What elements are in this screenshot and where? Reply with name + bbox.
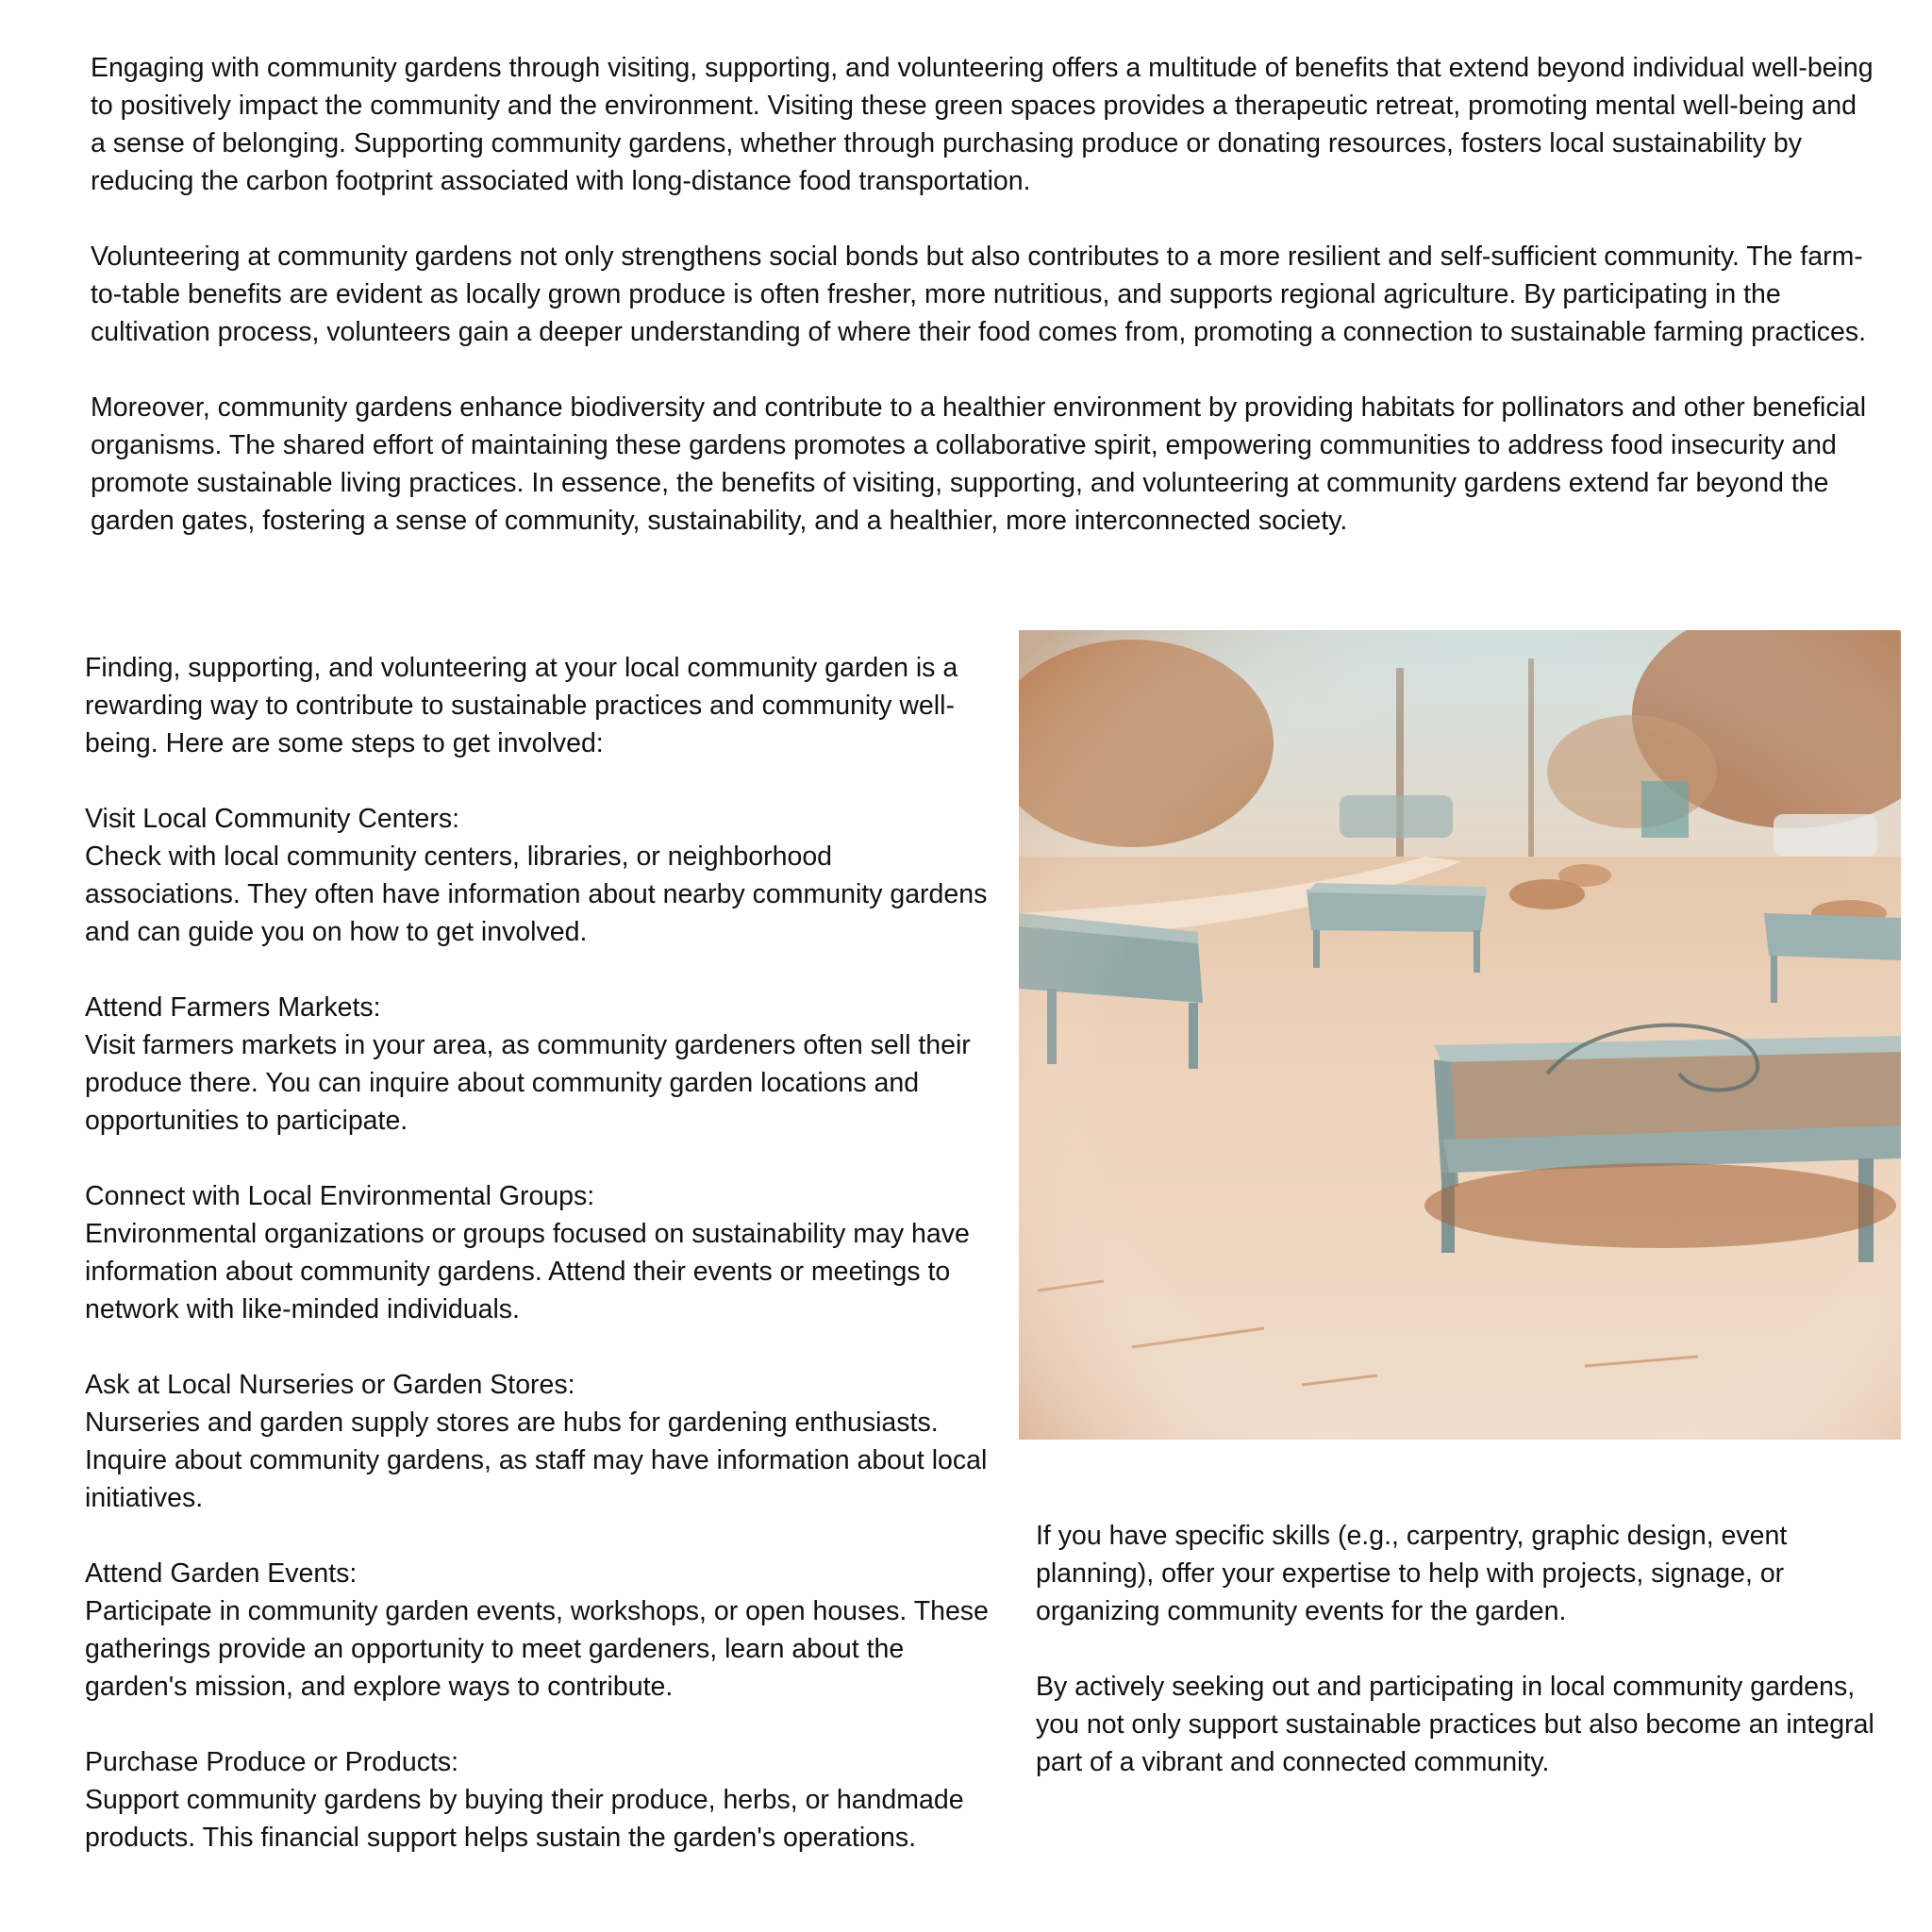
guide-lead: Finding, supporting, and volunteering at your local community garden is a rewarding way to contribute to sustainable practices and community well-being. Here are some steps to get involved: (85, 653, 958, 758)
how-to-get-involved-section (85, 649, 991, 1857)
step-visit-community-centers (85, 800, 991, 951)
closing-paragraph: By actively seeking out and participating in local community gardens, you not only support sustainable practices but also become an integral part of a vibrant and connected community. (1036, 1672, 1874, 1777)
intro-paragraph: Engaging with community gardens through visiting, supporting, and volunteering offers a multitude of benefits that extend beyond individual well-being to positively impact the community and the environment. Visiting these green spaces provides a therapeutic retreat, promoting mental well-being and a sense of belonging. Supporting community gardens, whether through purchasing produce or donating resources, fosters local sustainability by reducing the carbon footprint associated with long-distance food transportation. (91, 53, 1874, 196)
step-connect-environmental-groups (85, 1177, 991, 1328)
step-body: Visit farmers markets in your area, as community gardeners often sell their produce there. You can inquire about community garden locations and opportunities to participate. (85, 1030, 971, 1136)
step-body: Nurseries and garden supply stores are hubs for gardening enthusiasts. Inquire about community gardens, as staff may have information about local initiatives. (85, 1407, 988, 1513)
intro-paragraph: Volunteering at community gardens not only strengthens social bonds but also contributes to a more resilient and self-sufficient community. The farm-to-table benefits are evident as locally grown produce is often fresher, more nutritious, and supports regional agriculture. By participating in the cultivation process, volunteers gain a deeper understanding of where their food comes from, promoting a connection to sustainable farming practices. (91, 242, 1867, 347)
garden-beds-photo (1019, 630, 1901, 1440)
step-body: Environmental organizations or groups focused on sustainability may have information about community gardens. Attend their events or meetings to network with like-minded individuals. (85, 1219, 970, 1324)
step-title: Attend Farmers Markets: (85, 992, 381, 1023)
step-body: Support community gardens by buying their produce, herbs, or handmade products. This financial support helps sustain the garden's operations. (85, 1785, 964, 1853)
step-title: Attend Garden Events: (85, 1558, 358, 1589)
intro-section (91, 49, 1874, 540)
step-purchase-produce (85, 1743, 991, 1857)
intro-paragraph: Moreover, community gardens enhance biodiversity and contribute to a healthier environment by providing habitats for pollinators and other beneficial organisms. The shared effort of maintaining these gardens promotes a collaborative spirit, empowering communities to address food insecurity and promote sustainable living practices. In essence, the benefits of visiting, supporting, and volunteering at community gardens extend far beyond the garden gates, fostering a sense of community, sustainability, and a healthier, more interconnected society. (91, 392, 1867, 536)
step-attend-garden-events (85, 1555, 991, 1706)
step-title: Visit Local Community Centers: (85, 804, 460, 834)
step-body: Participate in community garden events, workshops, or open houses. These gatherings provide an opportunity to meet gardeners, learn about the garden's mission, and explore ways to contribute. (85, 1596, 989, 1702)
closing-section (1036, 1517, 1885, 1781)
closing-paragraph: If you have specific skills (e.g., carpentry, graphic design, event planning), offer your expertise to help with projects, signage, or organizing community events for the garden. (1036, 1521, 1788, 1626)
garden-photo-illustration (1019, 630, 1901, 1440)
step-title: Connect with Local Environmental Groups: (85, 1181, 595, 1211)
step-title: Purchase Produce or Products: (85, 1747, 459, 1777)
step-attend-farmers-markets (85, 989, 991, 1140)
step-body: Check with local community centers, libraries, or neighborhood associations. They often have information about nearby community gardens and can guide you on how to get involved. (85, 841, 988, 947)
step-title: Ask at Local Nurseries or Garden Stores: (85, 1370, 575, 1400)
step-ask-nurseries (85, 1366, 991, 1517)
